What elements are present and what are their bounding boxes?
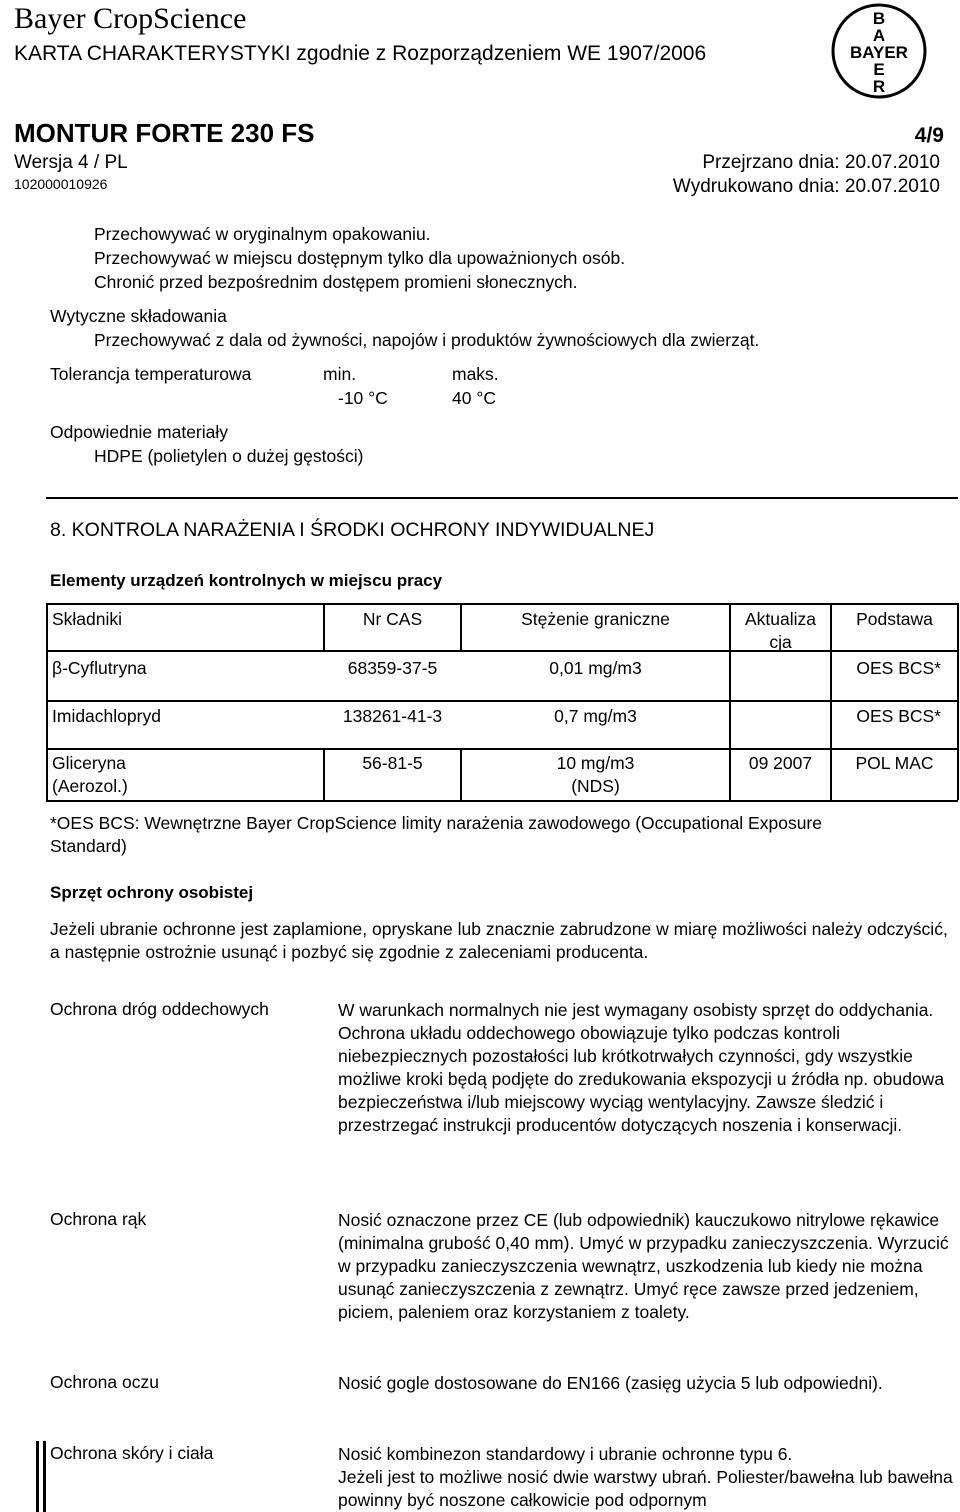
logo-letter: R [872,77,886,96]
table-cell: 0,7 mg/m3 [554,706,637,726]
printed-date: Wydrukowano dnia: 20.07.2010 [672,176,940,197]
table-cell: 56-81-5 [362,753,423,773]
table-cell: 138261-41-3 [342,706,443,726]
table-border [46,700,958,702]
table-border [46,603,958,605]
table-border [830,650,832,700]
table-border [46,650,48,700]
document-code: 102000010926 [14,176,108,192]
section-divider [46,497,958,499]
ppe-text-eyes: Nosić gogle dostosowane do EN166 (zasięg użycia 5 lub odpowiedni). [338,1373,883,1393]
controls-heading: Elementy urządzeń kontrolnych w miejscu pracy [50,571,443,590]
materials-label: Odpowiednie materiały [50,422,229,442]
ppe-label-hands: Ochrona rąk [50,1209,147,1229]
table-border [729,700,731,748]
guidelines-text: Przechowywać z dala od żywności, napojów i produktów żywnościowych dla zwierząt. [94,330,760,350]
table-cell: (NDS) [571,776,620,796]
table-border [957,700,959,748]
guidelines-label: Wytyczne składowania [50,306,227,326]
ppe-intro: Jeżeli ubranie ochronne jest zaplamione, opryskane lub znacznie zabrudzone w miarę możliwości należy odczyścić, a następnie ostrożnie usunąć i pozbyć się zgodnie z zaleceniami producenta. [50,919,948,962]
temp-max-label: maks. [452,364,499,384]
ppe-text-respiratory: W warunkach normalnych nie jest wymagany osobisty sprzęt do oddychania. Ochrona układu oddechowego obowiązuje tylko podczas kontroli niebezpiecznych pozostałości lub krótkotrwałych czynności, gdy wszystkie możliwe kroki będą podjęte do zredukowania ekspozycji u źródła np. obudowa bezpieczeństwa i/lub miejscowy wyciąg wentylacyjny. Zawsze śledzić i przestrzegać instrukcji producentów dotyczących noszenia i konserwacji. [338,1000,945,1135]
temp-min-value: -10 °C [338,388,388,408]
reviewed-date: Przejrzano dnia: 20.07.2010 [702,152,940,173]
ppe-label-eyes: Ochrona oczu [50,1372,159,1392]
version: Wersja 4 / PL [14,152,128,173]
table-cell: 68359-37-5 [347,658,438,678]
table-border [46,800,958,802]
temp-min-label: min. [323,364,357,384]
ppe-label-skin: Ochrona skóry i ciała [50,1443,214,1463]
revision-bar [36,1441,39,1512]
table-border [830,700,832,748]
ppe-label-respiratory: Ochrona dróg oddechowych [50,999,269,1019]
table-cell: Gliceryna [52,753,126,773]
table-cell: (Aerozol.) [52,776,128,796]
table-header-cell: Nr CAS [362,609,423,629]
table-header-cell: Składniki [52,609,123,629]
table-header-cell: Stężenie graniczne [521,609,670,629]
ppe-text-hands: Nosić oznaczone przez CE (lub odpowiednik) kauczukowo nitrylowe rękawice (minimalna grubość 0,40 mm). Umyć w przypadku zanieczyszczenia. Wyrzucić w przypadku zanieczyszczenia wewnątrz, uszkodzenia lub kiedy nie można usunąć zanieczyszczenia z zewnątrz. Umyć ręce zawsze przed jedzeniem, piciem, paleniem oraz korzystaniem z toalety. [338,1210,949,1322]
ppe-text-skin: Nosić kombinezon standardowy i ubranie ochronne typu 6. Jeżeli jest to możliwe nosić dwie warstwy ubrań. Poliester/bawełna lub bawełna powinny być noszone całkowicie pod odpornym [338,1444,953,1510]
section-title: 8. KONTROLA NARAŻENIA I ŚRODKI OCHRONY INDYWIDUALNEJ [50,519,655,541]
table-border [957,603,959,650]
page-number: 4/9 [914,124,944,147]
table-border [46,748,958,750]
table-header-cell: Podstawa [856,609,933,629]
bayer-logo [830,2,928,100]
table-cell: OES BCS* [856,706,941,726]
temperature-label: Tolerancja temperaturowa [50,364,252,384]
materials-text: HDPE (polietylen o dużej gęstości) [94,446,364,466]
storage-line: Przechowywać w oryginalnym opakowaniu. [94,224,431,244]
logo-letter: A [872,26,886,45]
logo-horizontal: BAYER [850,43,908,62]
document-type: KARTA CHARAKTERYSTYKI zgodnie z Rozporządzeniem WE 1907/2006 [14,42,707,65]
revision-bar [43,1441,46,1512]
table-border [957,748,959,800]
logo-letter: B [872,9,886,28]
table-border [46,748,48,800]
table-border [729,650,731,700]
table-cell: β-Cyflutryna [52,658,147,678]
table-cell: OES BCS* [856,658,941,678]
storage-line: Chronić przed bezpośrednim dostępem promieni słonecznych. [94,272,578,292]
product-name: MONTUR FORTE 230 FS [14,118,315,148]
table-cell: POL MAC [855,753,934,773]
table-border [46,700,48,748]
storage-line: Przechowywać w miejscu dostępnym tylko dla upoważnionych osób. [94,248,626,268]
table-cell: Imidachlopryd [52,706,161,726]
table-cell: 0,01 mg/m3 [549,658,642,678]
table-cell: 10 mg/m3 [556,753,635,773]
logo-letter: E [873,60,885,79]
ppe-heading: Sprzęt ochrony osobistej [50,883,254,902]
temp-max-value: 40 °C [452,388,496,408]
table-cell: 09 2007 [748,753,813,773]
table-border [46,603,48,650]
table-header-cell: cja [769,632,792,652]
table-footnote: *OES BCS: Wewnętrzne Bayer CropScience limity narażenia zawodowego (Occupational Exposure Standard) [50,813,822,856]
brand-name: Bayer CropScience [14,2,247,35]
table-header-cell: Aktualiza [744,609,816,629]
table-border [957,650,959,700]
